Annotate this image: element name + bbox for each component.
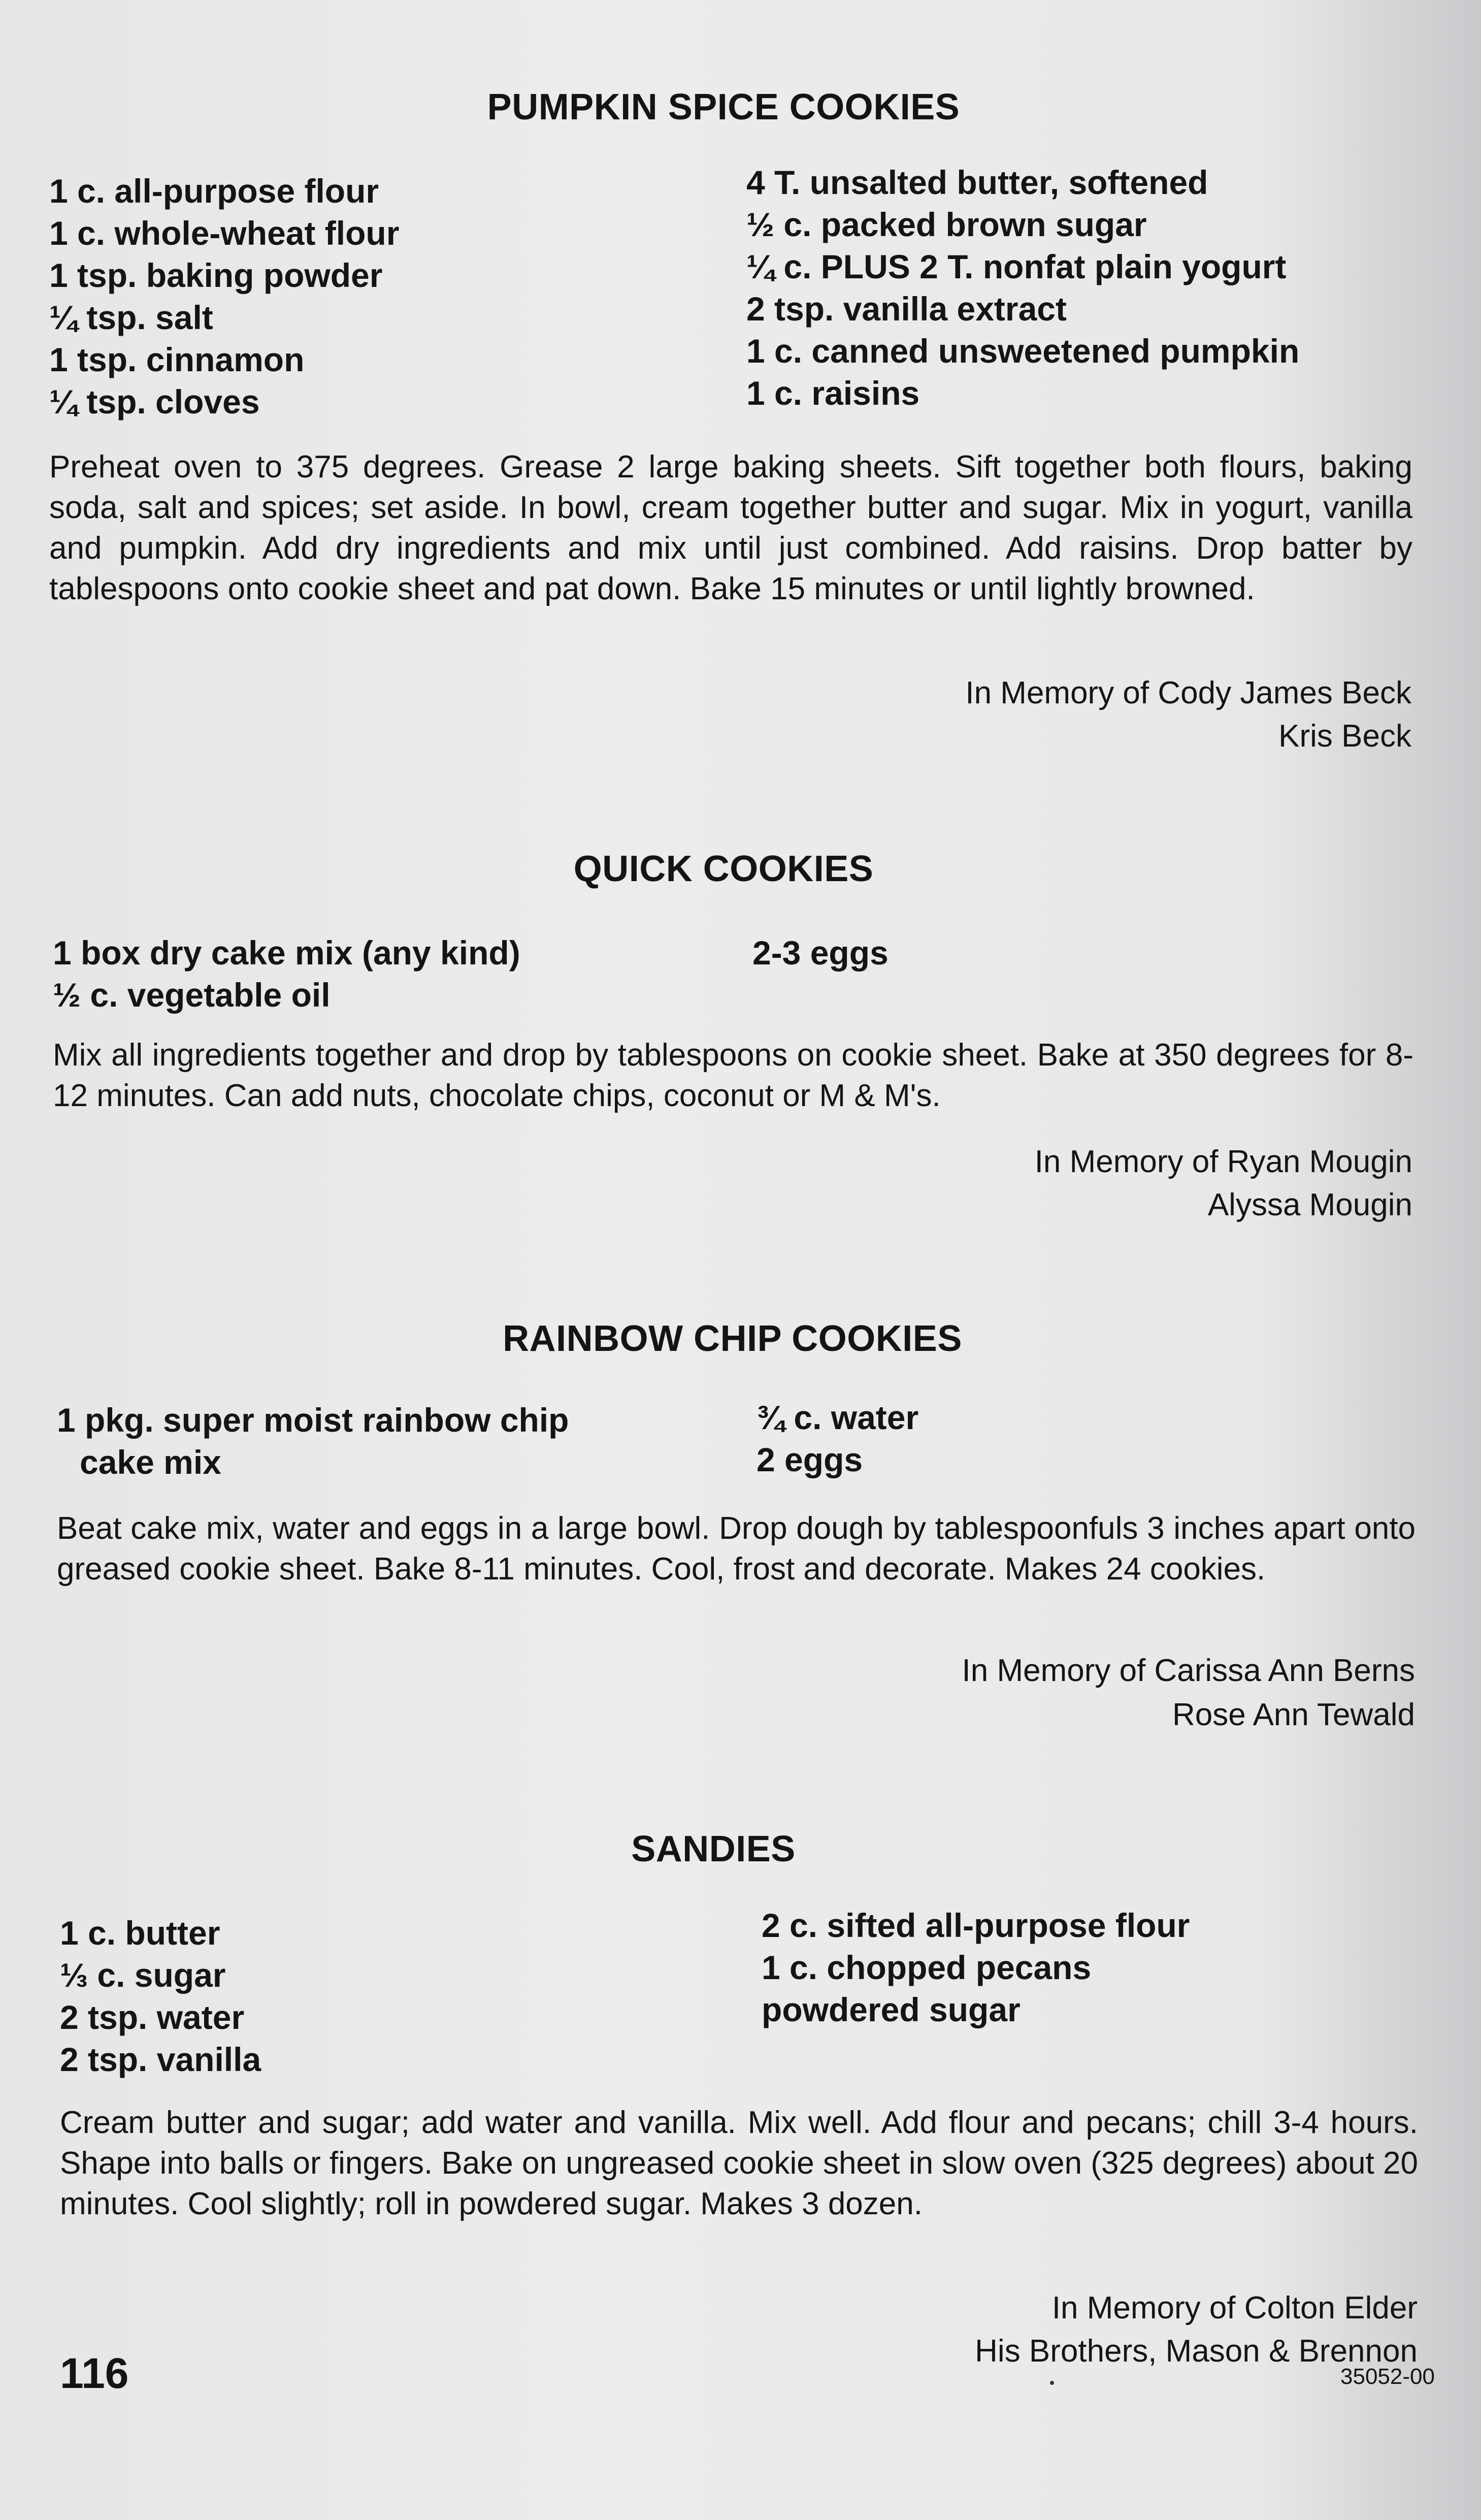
- ingredient: ¼ tsp. salt: [49, 299, 213, 336]
- page-code: 35052-00: [1340, 2364, 1435, 2389]
- ingredient: 1 tsp. cinnamon: [49, 341, 305, 378]
- ingredients-right: [762, 1904, 1190, 2031]
- recipe-title: QUICK COOKIES: [573, 849, 874, 889]
- memory-line: In Memory of Carissa Ann Berns: [962, 1653, 1415, 1688]
- ingredient: 1 c. chopped pecans: [762, 1949, 1092, 1986]
- recipe-title: PUMPKIN SPICE COOKIES: [487, 87, 960, 127]
- ingredient: 1 tsp. baking powder: [49, 256, 383, 294]
- ingredient: 2 tsp. water: [60, 1998, 245, 2036]
- ingredients-left: [53, 932, 520, 1016]
- ingredient: powdered sugar: [762, 1991, 1021, 2028]
- ingredients-right: [746, 161, 1299, 414]
- contributor: Alyssa Mougin: [1207, 1187, 1412, 1222]
- ingredient: 2-3 eggs: [752, 934, 888, 972]
- recipe-directions: Beat cake mix, water and eggs in a large bowl. Drop dough by tablespoonfuls 3 inches apart onto greased cookie sheet. Bake 8-11 minutes. Cool, frost and decorate. Makes 24 cookies.: [57, 1511, 1416, 1587]
- recipe-directions: Preheat oven to 375 degrees. Grease 2 large baking sheets. Sift together both flours, baking soda, salt and spices; set aside. In bowl, cream together butter and sugar. Mix in yogurt, vanilla and pumpkin. Add dry ingredients and mix until just combined. Add raisins. Drop batter by tablespoons onto cookie sheet and pat down. Bake 15 minutes or until lightly browned.: [49, 449, 1412, 606]
- ingredient: 1 box dry cake mix (any kind): [53, 934, 520, 972]
- recipe-directions: Cream butter and sugar; add water and vanilla. Mix well. Add flour and pecans; chill 3-4 hours. Shape into balls or fingers. Bake on ungreased cookie sheet in slow oven (325 degrees) about 20 minutes. Cool slightly; roll in powdered sugar. Makes 3 dozen.: [60, 2105, 1418, 2221]
- ingredients-left: [49, 170, 399, 423]
- ingredient: ½ c. vegetable oil: [53, 976, 331, 1014]
- ingredients-left: [60, 1912, 261, 2081]
- ingredients-right: [752, 932, 888, 974]
- ingredient: 4 T. unsalted butter, softened: [746, 164, 1208, 201]
- memory-line: In Memory of Cody James Beck: [965, 675, 1411, 710]
- ingredient: 1 c. canned unsweetened pumpkin: [746, 332, 1300, 370]
- page-number: 116: [60, 2349, 129, 2397]
- ingredient: ¾ c. water: [756, 1399, 919, 1436]
- contributor: Kris Beck: [1278, 719, 1411, 754]
- recipe-directions: Mix all ingredients together and drop by tablespoons on cookie sheet. Bake at 350 degrees for 8-12 minutes. Can add nuts, chocolate chips, coconut or M & M's.: [53, 1038, 1413, 1113]
- ingredient: 1 c. butter: [60, 1914, 220, 1952]
- print-speck: [1050, 2381, 1054, 2385]
- ingredient: ¼ c. PLUS 2 T. nonfat plain yogurt: [746, 248, 1287, 285]
- ingredient: 2 tsp. vanilla: [60, 2041, 261, 2078]
- ingredient: 1 c. whole-wheat flour: [49, 214, 400, 252]
- ingredient: 2 eggs: [756, 1441, 863, 1478]
- ingredient: ½ c. packed brown sugar: [746, 206, 1147, 243]
- ingredient: 2 tsp. vanilla extract: [746, 290, 1067, 328]
- memory-line: In Memory of Ryan Mougin: [1034, 1144, 1412, 1179]
- ingredient: ¼ tsp. cloves: [49, 383, 260, 421]
- ingredients-left: [57, 1399, 569, 1483]
- recipe-title: SANDIES: [631, 1829, 796, 1869]
- ingredient: 1 c. raisins: [746, 374, 920, 412]
- ingredient: ⅓ c. sugar: [60, 1956, 226, 1994]
- contributor: His Brothers, Mason & Brennon: [975, 2334, 1418, 2369]
- ingredient: 1 c. all-purpose flour: [49, 172, 379, 210]
- ingredient: 2 c. sifted all-purpose flour: [762, 1907, 1190, 1944]
- contributor: Rose Ann Tewald: [1172, 1697, 1415, 1732]
- ingredient: 1 pkg. super moist rainbow chip: [57, 1401, 569, 1439]
- recipe-title: RAINBOW CHIP COOKIES: [503, 1318, 962, 1359]
- ingredients-right: [756, 1397, 918, 1481]
- ingredient: cake mix: [80, 1443, 221, 1481]
- memory-line: In Memory of Colton Elder: [1051, 2290, 1418, 2325]
